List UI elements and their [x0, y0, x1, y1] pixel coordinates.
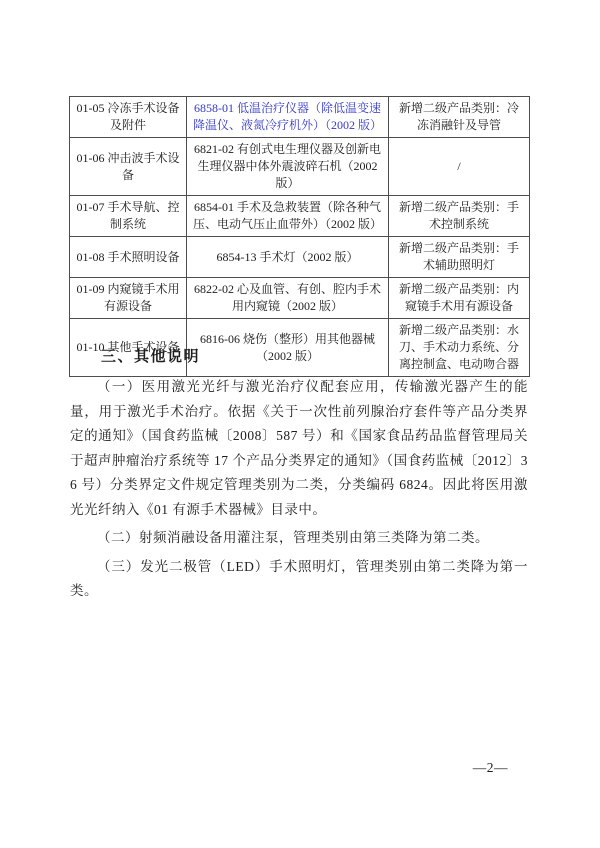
- cell-category: 01-08 手术照明设备: [70, 237, 187, 278]
- paragraph-3: （三）发光二极管（LED）手术照明灯，管理类别由第二类降为第一类。: [70, 558, 528, 598]
- cell-old-class: 6821-02 有创式电生理仪器及创新电生理仪器中体外震波碎石机（2002 版）: [187, 138, 389, 196]
- cell-note: 新增二级产品类别：冷冻消融针及导管: [389, 97, 530, 138]
- cell-old-class: 6854-13 手术灯（2002 版）: [187, 237, 389, 278]
- paragraph-2: （二）射频消融设备用灌注泵，管理类别由第三类降为第二类。: [97, 530, 489, 545]
- cell-old-class: [187, 97, 389, 138]
- table-row: [70, 278, 530, 319]
- cell-old-class: 6822-02 心及血管、有创、腔内手术用内窥镜（2002 版）: [187, 278, 389, 319]
- cell-category: 01-07 手术导航、控制系统: [70, 196, 187, 237]
- paragraph-1: （一）医用激光光纤与激光治疗仪配套应用，传输激光器产生的能量，用于激光手术治疗。依据《关于一次性前列腺治疗套件等产品分类界定的通知》（国食药监械〔2008〕587 号）和《国家食品药品监督管理局关于超声肿瘤治疗系统等 17 个产品分类界定的通知》（国食药监械〔2012〕36 号）分类界定文件规定管理类别为二类，分类编码 6824。因此将医用激光光纤纳入《01 有源手术器械》目录中。: [70, 379, 528, 517]
- section-heading: 三、其他说明: [101, 349, 201, 365]
- cell-note: 新增二级产品类别：水刀、手术动力系统、分离控制盒、电动吻合器: [389, 319, 530, 377]
- cell-category: 01-05 冷冻手术设备及附件: [70, 97, 187, 138]
- table-row: [70, 138, 530, 196]
- classification-table: [69, 96, 530, 377]
- table-row: [70, 237, 530, 278]
- cell-note: /: [389, 138, 530, 196]
- cell-category: 01-09 内窥镜手术用有源设备: [70, 278, 187, 319]
- old-class-link[interactable]: 6858-01 低温治疗仪器（除低温变速降温仪、液氮冷疗机外）（2002 版）: [193, 101, 383, 133]
- page-number: —2—: [472, 760, 508, 775]
- cell-category: 01-06 冲击波手术设备: [70, 138, 187, 196]
- cell-note: 新增二级产品类别：手术辅助照明灯: [389, 237, 530, 278]
- cell-note: 新增二级产品类别：内窥镜手术用有源设备: [389, 278, 530, 319]
- cell-category: 01-10 其他手术设备: [70, 319, 187, 377]
- table-row: [70, 97, 530, 138]
- cell-old-class: 6854-01 手术及急救装置（除各种气压、电动气压止血带外）（2002 版）: [187, 196, 389, 237]
- cell-note: 新增二级产品类别：手术控制系统: [389, 196, 530, 237]
- cell-old-class: 6816-06 烧伤（整形）用其他器械（2002 版）: [187, 319, 389, 377]
- section-body: [70, 375, 528, 608]
- table-row: [70, 196, 530, 237]
